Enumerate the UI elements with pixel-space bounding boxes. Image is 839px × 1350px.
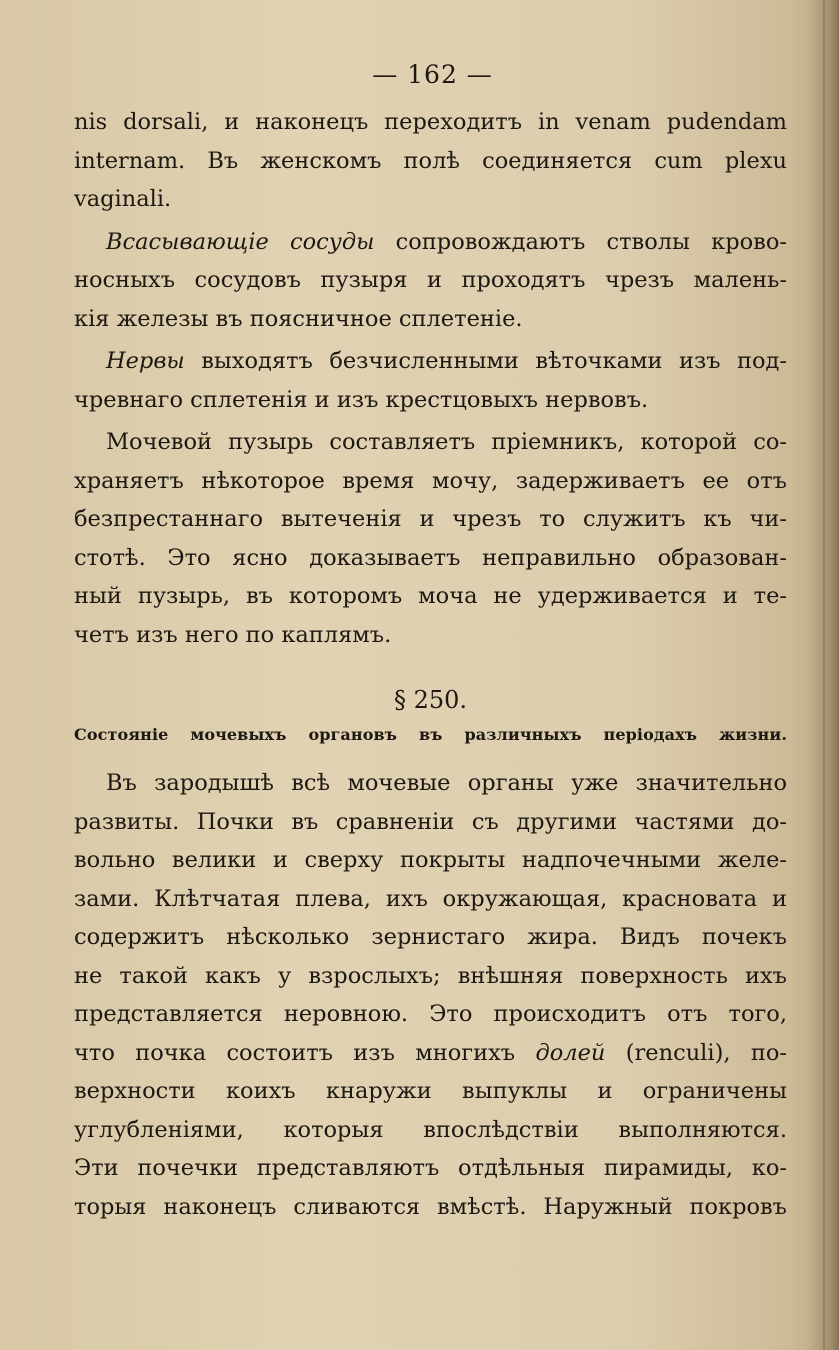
paragraph-embryo bbox=[74, 764, 787, 1226]
text-line: стотѣ. Это ясно доказываетъ неправильно образован- bbox=[74, 544, 787, 571]
text-fragment: сопровождаютъ стволы крово- bbox=[395, 228, 787, 255]
page-number: — 162 — bbox=[372, 60, 493, 89]
italic-term: Всасывающіе сосуды bbox=[106, 228, 375, 255]
text-line: vaginali. bbox=[74, 186, 172, 212]
text-body bbox=[74, 103, 787, 1226]
text-line: торыя наконецъ сливаются вмѣстѣ. Наружный покровъ bbox=[74, 1193, 787, 1220]
paragraph-bladder bbox=[74, 423, 787, 654]
text-line: вольно велики и сверху покрыты надпочечными желе- bbox=[74, 847, 787, 873]
text-line: internam. Въ женскомъ полѣ соединяется cum plexu bbox=[74, 147, 787, 174]
text-line: верхности коихъ кнаружи выпуклы и ограничены bbox=[74, 1078, 787, 1104]
section-heading: Состояніе мочевыхъ органовъ въ различныхъ періодахъ жизни. bbox=[74, 725, 787, 744]
text-line: Мочевой пузырь составляетъ пріемникъ, которой со- bbox=[106, 429, 787, 455]
page-edge-line bbox=[823, 0, 825, 1350]
text-line: содержитъ нѣсколько зернистаго жира. Видъ почекъ bbox=[74, 924, 787, 950]
text-line: Въ зародышѣ всѣ мочевые органы уже значительно bbox=[106, 770, 787, 796]
text-line bbox=[74, 1034, 787, 1073]
paragraph-nerves bbox=[74, 342, 787, 419]
paragraph-vessels bbox=[74, 223, 787, 339]
text-line: углубленіями, которыя впослѣдствіи выполняются. bbox=[74, 1116, 787, 1143]
italic-term: долей bbox=[535, 1039, 606, 1066]
text-line: развиты. Почки въ сравненіи съ другими частями до- bbox=[74, 808, 787, 835]
text-line: зами. Клѣтчатая плева, ихъ окружающая, красновата и bbox=[74, 885, 787, 912]
text-fragment: что почка состоитъ изъ многихъ bbox=[74, 1039, 516, 1066]
text-fragment: выходятъ безчисленными вѣточками изъ под- bbox=[201, 348, 787, 374]
text-line: Эти почечки представляютъ отдѣльныя пирамиды, ко- bbox=[74, 1155, 787, 1181]
text-line: чревнаго сплетенія и изъ крестцовыхъ нервовъ. bbox=[74, 386, 649, 413]
text-line: кія железы въ поясничное сплетеніе. bbox=[74, 305, 523, 332]
text-fragment: (renculi), по- bbox=[625, 1039, 787, 1066]
text-line: не такой какъ у взрослыхъ; внѣшняя поверхность ихъ bbox=[74, 962, 787, 989]
paragraph-intro bbox=[74, 103, 787, 219]
italic-term: Нервы bbox=[106, 348, 185, 374]
text-line bbox=[74, 342, 787, 381]
text-line: nis dorsali, и наконецъ переходитъ in venam pudendam bbox=[74, 109, 787, 135]
text-line: представляется неровною. Это происходитъ отъ того, bbox=[74, 1001, 787, 1027]
text-line: четъ изъ него по каплямъ. bbox=[74, 621, 392, 648]
text-line: безпрестаннаго вытеченія и чрезъ то служитъ къ чи- bbox=[74, 506, 787, 532]
text-line: храняетъ нѣкоторое время мочу, задерживаетъ ее отъ bbox=[74, 467, 787, 494]
text-line: ный пузырь, въ которомъ моча не удерживается и те- bbox=[74, 583, 787, 609]
text-line bbox=[74, 223, 787, 262]
section-number: § 250. bbox=[393, 686, 468, 714]
text-line: носныхъ сосудовъ пузыря и проходятъ чрезъ малень- bbox=[74, 267, 787, 293]
